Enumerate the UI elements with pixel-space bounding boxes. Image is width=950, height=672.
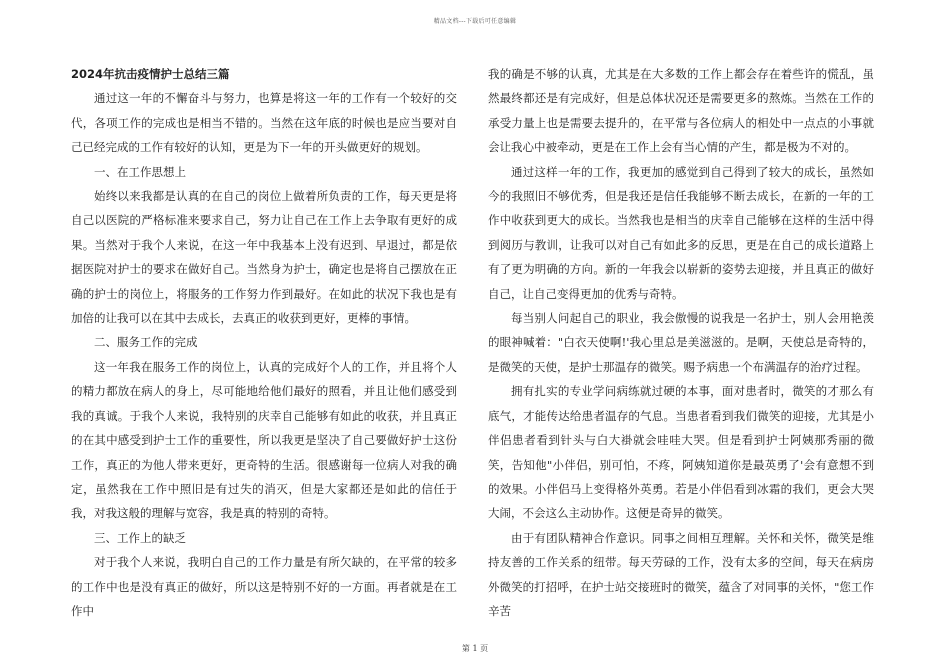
section-heading-3: 三、工作上的缺乏	[94, 530, 186, 545]
section-heading-1: 一、在工作思想上	[94, 164, 186, 179]
paragraph-work-thinking: 始终以来我都是认真的在自己的岗位上做着所负责的工作，每天更是将自己以医院的严格标准来要求自己，努力让自己在工作上去争取有更好的成果。当然对于我个人来说，在这一年中我基本上没有迟到、早退过，都是依据医院对护士的要求在做好自己。当然身为护士，确定也是将自己摆放在正确的护士的岗位上，将服务的工作努力作到最好。在如此的状况下我也是有加倍的让我可以在其中去成长，去真正的收获到更好，更棒的事情。	[71, 189, 457, 326]
paragraph-teamwork: 由于有团队精神合作意识。同事之间相互理解。关怀和关怀，微笑是维持友善的工作关系的纽带。每天劳碌的工作，没有太多的空间，每天在病房外微笑的打招呼，在护士站交接班时的微笑，蕴含了对同事的关怀，"您工作辛苦	[488, 530, 874, 618]
paragraph-growth: 通过这样一年的工作，我更加的感觉到自己得到了较大的成长，虽然如今的我照旧不够优秀，但是我还是信任我能够不断去成长，在新的一年的工作中收获到更大的成长。当然我也是相当的庆幸自己能够在这样的生活中得到阅历与教训，让我可以对自己有如此多的反思，更是在自己的成长道路上有了更为明确的方向。新的一年我会以崭新的姿势去迎接，并且真正的做好自己，让自己变得更加的优秀与奇特。	[488, 164, 874, 301]
paragraph-intro: 通过这一年的不懈奋斗与努力，也算是将这一年的工作有一个较好的交代，各项工作的完成也是相当不错的。当然在这年底的时候也是应当要对自己已经完成的工作有较好的认知，更是为下一年的开头做更好的规划。	[71, 91, 457, 155]
section-heading-2: 二、服务工作的完成	[94, 335, 198, 350]
paragraph-shortcomings: 对于我个人来说，我明白自己的工作力量是有所欠缺的，在平常的较多的工作中也是没有真正的做好，所以这是特别不好的一方面。再者就是在工作中	[71, 555, 457, 618]
paragraph-service-work: 这一年我在服务工作的岗位上，认真的完成好个人的工作，并且将个人的精力都放在病人的身上，尽可能地给他们最好的照看，并且让他们感受到我的真诚。于我个人来说，我特别的庆幸自己能够有如此的收获，并且真正的在其中感受到护士工作的重要性，所以我更是坚决了自己要做好护士这份工作，真正的为他人带来更好，更奇特的生活。很感谢每一位病人对我的确定，虽然我在工作中照旧是有过失的消灭，但是大家都还是如此的信任于我，对我这般的理解与宽容，我是真的特别的奇特。	[71, 359, 457, 521]
page-header: 精品文档---下载后可任意编辑	[433, 18, 517, 25]
left-column	[71, 62, 457, 623]
page-number: 第 1 页	[461, 644, 489, 653]
right-column	[488, 62, 874, 623]
paragraph-angel-smile: 每当别人问起自己的职业，我会傲慢的说我是一名护士，别人会用艳羡的眼神喊着："白衣天使啊!'我心里总是美滋滋的。是啊，天使总是奇特的，是微笑的天使，是护士那温存的微笑。赐予病患一个布满温存的治疗过程。	[488, 311, 874, 374]
paragraph-professional-skill: 拥有扎实的专业学问病练就过硬的本事，面对患者时，微笑的才那么有底气，才能传达给患者温存的气息。当患者看到我们微笑的迎接，尤其是小伴侣患者看到针头与白大褂就会哇哇大哭。但是看到护士阿姨那秀丽的微笑，告知他"小伴侣，别可怕，不疼，阿姨知道你是最英勇了'会有意想不到的效果。小伴侣马上变得格外英勇。若是小伴侣看到冰霜的我们，更会大哭大闹，不会这么主动协作。这便是奇异的微笑。	[488, 384, 874, 521]
document-title: 2024年抗击疫情护士总结三篇	[71, 67, 230, 81]
paragraph-continued: 我的确是不够的认真，尤其是在大多数的工作上都会存在着些许的慌乱，虽然最终都还是有完成好，但是总体状况还是需要更多的熬炼。当然在工作的承受力量上也是需要去提升的，在平常与各位病人的相处中一点点的小事就会让我心中被牵动，更是在工作上会有当心情的产生，都是极为不对的。	[488, 67, 874, 155]
